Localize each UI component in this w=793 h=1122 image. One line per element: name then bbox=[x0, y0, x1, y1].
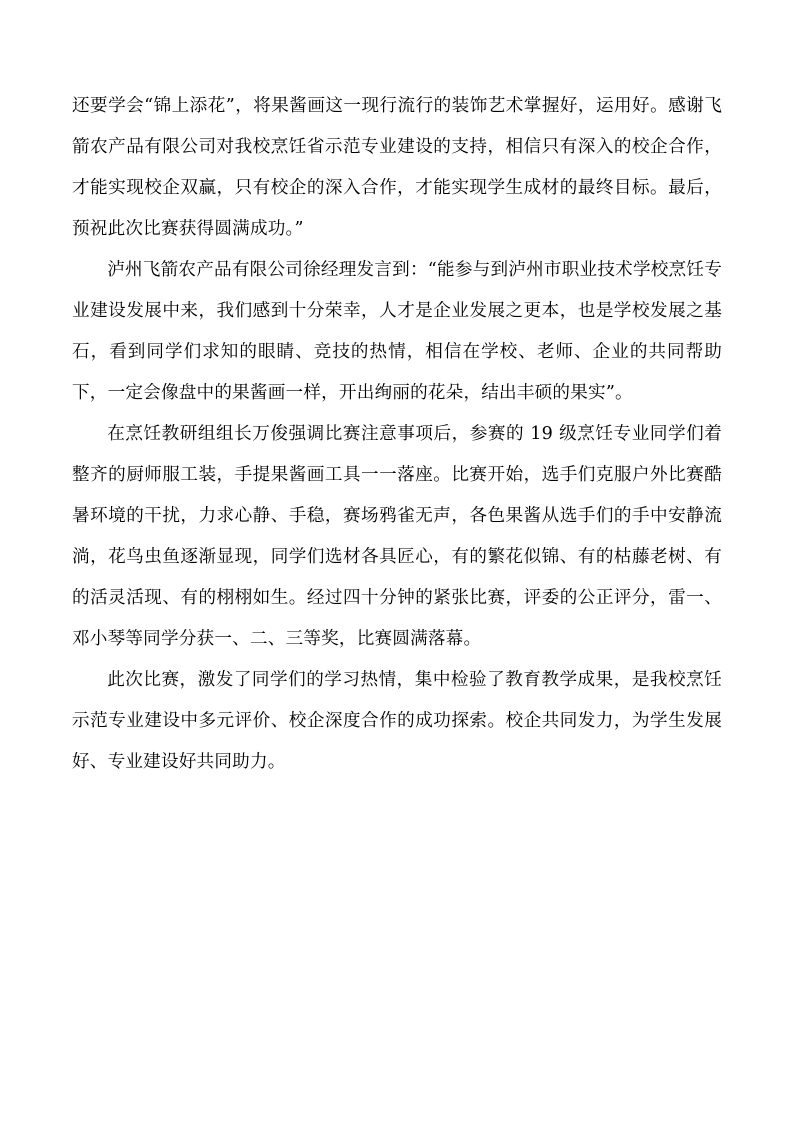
document-body bbox=[72, 86, 722, 783]
paragraph: 在烹饪教研组组长万俊强调比赛注意事项后，参赛的 19 级烹饪专业同学们着整齐的厨师服工装，手提果酱画工具一一落座。比赛开始，选手们克服户外比赛酷暑环境的干扰，力求心静、手稳，赛场鸦雀无声，各色果酱从选手们的手中安静流淌，花鸟虫鱼逐渐显现，同学们选材各具匠心，有的繁花似锦、有的枯藤老树、有的活灵活现、有的栩栩如生。经过四十分钟的紧张比赛，评委的公正评分，雷一、邓小琴等同学分获一、二、三等奖，比赛圆满落幕。 bbox=[72, 424, 722, 649]
paragraph: 此次比赛，激发了同学们的学习热情，集中检验了教育教学成果，是我校烹饪示范专业建设中多元评价、校企深度合作的成功探索。校企共同发力，为学生发展好、专业建设好共同助力。 bbox=[72, 670, 722, 772]
paragraph: 泸州飞箭农产品有限公司徐经理发言到：“能参与到泸州市职业技术学校烹饪专业建设发展中来，我们感到十分荣幸，人才是企业发展之更本，也是学校发展之基石，看到同学们求知的眼睛、竞技的热情，相信在学校、老师、企业的共同帮助下，一定会像盘中的果酱画一样，开出绚丽的花朵，结出丰硕的果实”。 bbox=[72, 260, 722, 403]
paragraph: 还要学会“锦上添花”，将果酱画这一现行流行的装饰艺术掌握好，运用好。感谢飞箭农产品有限公司对我校烹饪省示范专业建设的支持，相信只有深入的校企合作，才能实现校企双赢，只有校企的深入合作，才能实现学生成材的最终目标。最后，预祝此次比赛获得圆满成功。” bbox=[72, 96, 722, 239]
